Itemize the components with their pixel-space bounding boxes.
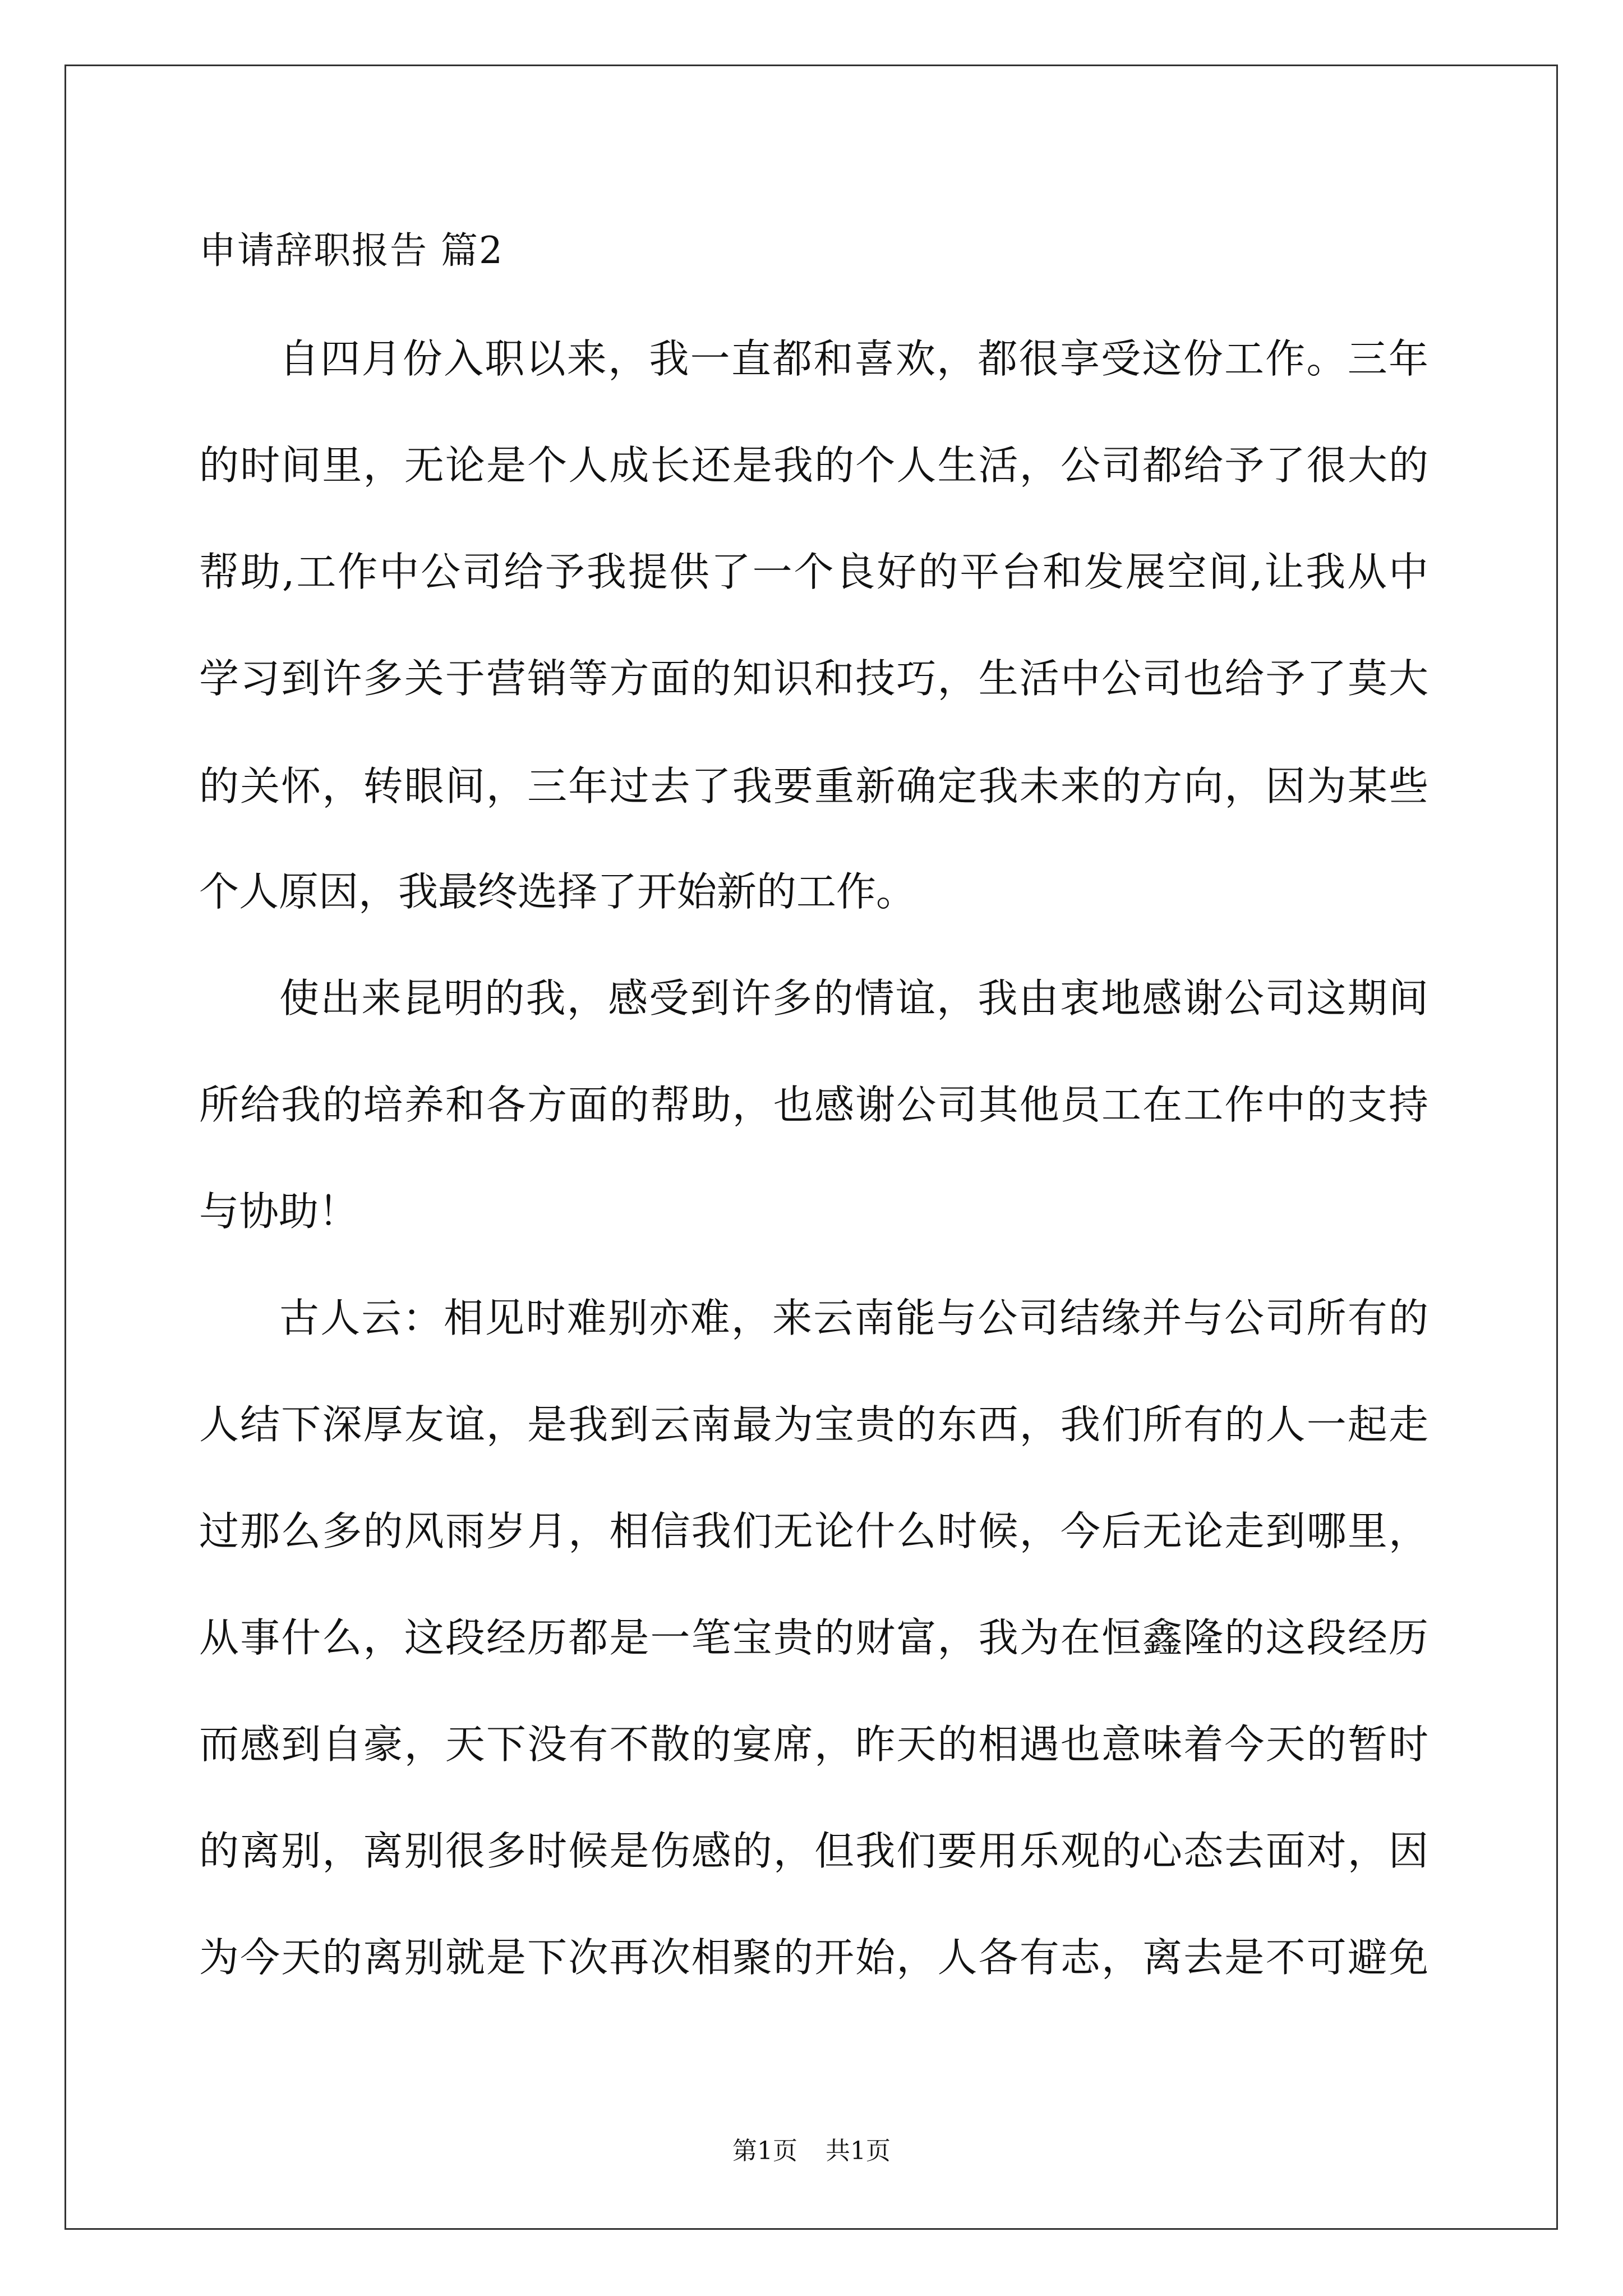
- paragraph-3-line-2: 人结下深厚友谊，是我到云南最为宝贵的东西，我们所有的人一起走: [199, 1401, 1428, 1448]
- paragraph-3-line-1: 古人云：相见时难别亦难，来云南能与公司结缘并与公司所有的: [279, 1295, 1428, 1341]
- paragraph-3-line-3: 过那么多的风雨岁月，相信我们无论什么时候，今后无论走到哪里，: [199, 1508, 1428, 1554]
- page-number-total: 共1页: [826, 2137, 891, 2165]
- page-footer: [0, 2134, 1623, 2168]
- paragraph-2-line-3: 与协助！: [199, 1188, 359, 1235]
- paragraph-2-line-1: 使出来昆明的我，感受到许多的情谊，我由衷地感谢公司这期间: [279, 975, 1428, 1022]
- paragraph-3-line-6: 的离别，离别很多时候是伤感的，但我们要用乐观的心态去面对，因: [199, 1828, 1428, 1874]
- paragraph-3-line-7: 为今天的离别就是下次再次相聚的开始，人各有志，离去是不可避免: [199, 1934, 1428, 1981]
- page-border: [64, 65, 1558, 2230]
- paragraph-1-line-6: 个人原因，我最终选择了开始新的工作。: [199, 868, 916, 915]
- document-title: 申请辞职报告 篇2: [199, 229, 504, 272]
- paragraph-1-line-4: 学习到许多关于营销等方面的知识和技巧，生活中公司也给予了莫大: [199, 655, 1428, 702]
- paragraph-3-line-5: 而感到自豪，天下没有不散的宴席，昨天的相遇也意味着今天的暂时: [199, 1721, 1428, 1768]
- paragraph-1-line-3: 帮助,工作中公司给予我提供了一个良好的平台和发展空间,让我从中: [199, 549, 1428, 595]
- paragraph-1-line-5: 的关怀，转眼间，三年过去了我要重新确定我未来的方向，因为某些: [199, 763, 1428, 809]
- paragraph-3-line-4: 从事什么，这段经历都是一笔宝贵的财富，我为在恒鑫隆的这段经历: [199, 1614, 1428, 1661]
- paragraph-1-line-1: 自四月份入职以来，我一直都和喜欢，都很享受这份工作。三年: [279, 335, 1428, 382]
- page-number-current: 第1页: [732, 2137, 797, 2165]
- paragraph-1-line-2: 的时间里，无论是个人成长还是我的个人生活，公司都给予了很大的: [199, 442, 1428, 489]
- paragraph-2-line-2: 所给我的培养和各方面的帮助，也感谢公司其他员工在工作中的支持: [199, 1082, 1428, 1128]
